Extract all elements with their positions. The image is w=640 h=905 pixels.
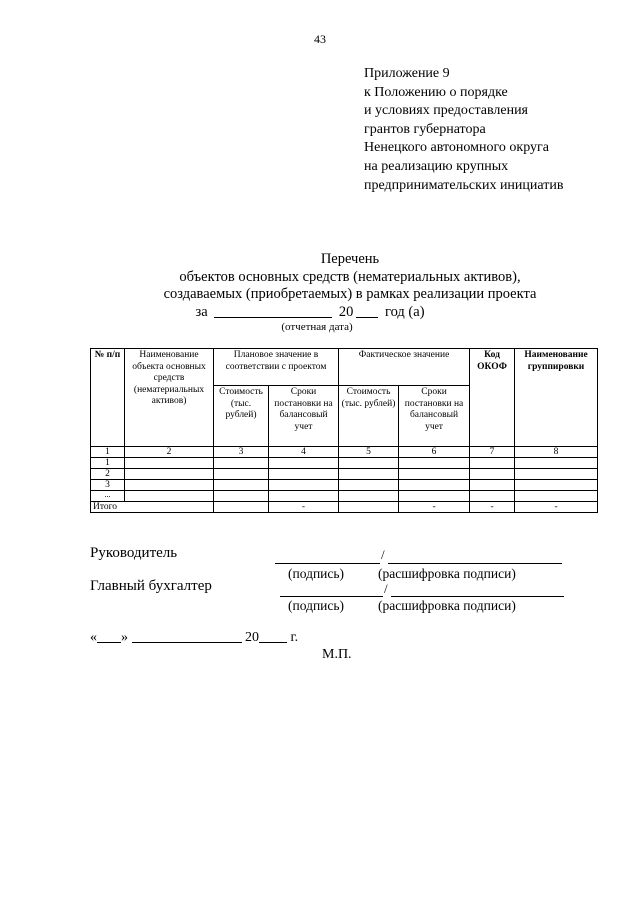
table-row [91,469,598,480]
header-name: Наименование объекта основных средств (нематериальных активов) [125,349,214,447]
head-decode-caption: (расшифровка подписи) [378,566,516,581]
document-title [60,251,640,334]
date-line [90,630,298,646]
appendix-line: к Положению о порядке [364,84,508,100]
header-planned: Плановое значение в соответствии с проектом [214,349,339,386]
column-number: 8 [515,447,598,458]
head-slash: / [381,547,385,562]
column-number: 4 [269,447,339,458]
accountant-signature-line [280,596,383,597]
page-number: 43 [314,32,326,46]
header-terms-actual: Сроки постановки на балансовый учет [399,386,470,447]
header-num: № п/п [91,349,125,447]
period-year: 20 [338,303,354,320]
total-cell: - [515,502,598,513]
total-cell [339,502,399,513]
accountant-label: Главный бухгалтер [90,578,212,594]
header-group: Наименование группировки [515,349,598,447]
period-line [20,304,600,322]
date-close-quote: » [121,630,128,645]
row-number: 2 [91,469,125,480]
appendix-header [364,65,563,195]
period-prefix: за [195,303,208,320]
date-hint: (отчетная дата) [281,321,353,333]
appendix-line: грантов губернатора [364,121,486,137]
day-blank [97,630,121,643]
assets-table [90,348,598,513]
stamp-place: М.П. [322,647,352,662]
month-blank [132,630,242,643]
total-cell: - [470,502,515,513]
head-decode-line [388,563,562,564]
header-actual: Фактическое значение [339,349,470,386]
date-year-prefix: 20 [245,630,259,645]
column-numbers-row [91,447,598,458]
title-line: объектов основных средств (нематериальных активов), [179,268,521,285]
title-line: создаваемых (приобретаемых) в рамках реализации проекта [163,286,537,302]
table-row [91,491,598,502]
head-signature-line [275,563,380,564]
period-date-blank [214,305,332,318]
title-line: Перечень [320,251,380,267]
head-label: Руководитель [90,545,178,561]
period-suffix: год (а) [385,303,425,320]
column-number: 2 [125,447,214,458]
header-cost-actual: Стоимость (тыс. рублей) [339,386,399,447]
total-row [91,502,598,513]
column-number: 6 [399,447,470,458]
header-okof: Код ОКОФ [470,349,515,447]
accountant-decode-line [391,596,564,597]
accountant-signature-caption: (подпись) [288,598,345,613]
total-cell: - [399,502,470,513]
header-cost-planned: Стоимость (тыс. рублей) [214,386,269,447]
appendix-line: и условиях предоставления [364,103,528,119]
total-cell: - [269,502,339,513]
date-open-quote: « [90,630,97,645]
total-label: Итого [91,502,214,513]
year-blank [259,630,287,643]
appendix-line: Ненецкого автономного округа [364,140,549,156]
row-number: 1 [91,458,125,469]
row-number: 3 [91,480,125,491]
period-year-blank [356,305,378,318]
column-number: 3 [214,447,269,458]
total-cell [214,502,269,513]
header-terms-planned: Сроки постановки на балансовый учет [269,386,339,447]
date-year-suffix: г. [290,630,299,645]
column-number: 7 [470,447,515,458]
appendix-line: на реализацию крупных [364,158,509,174]
column-number: 5 [339,447,399,458]
table-header-row [91,349,598,386]
appendix-line: предпринимательских инициатив [364,177,564,193]
appendix-line: Приложение 9 [364,66,450,81]
accountant-decode-caption: (расшифровка подписи) [378,598,516,613]
accountant-slash: / [384,581,388,596]
row-number: ... [91,491,125,502]
table-row [91,458,598,469]
table-row [91,480,598,491]
column-number: 1 [91,447,125,458]
head-signature-caption: (подпись) [288,566,345,581]
